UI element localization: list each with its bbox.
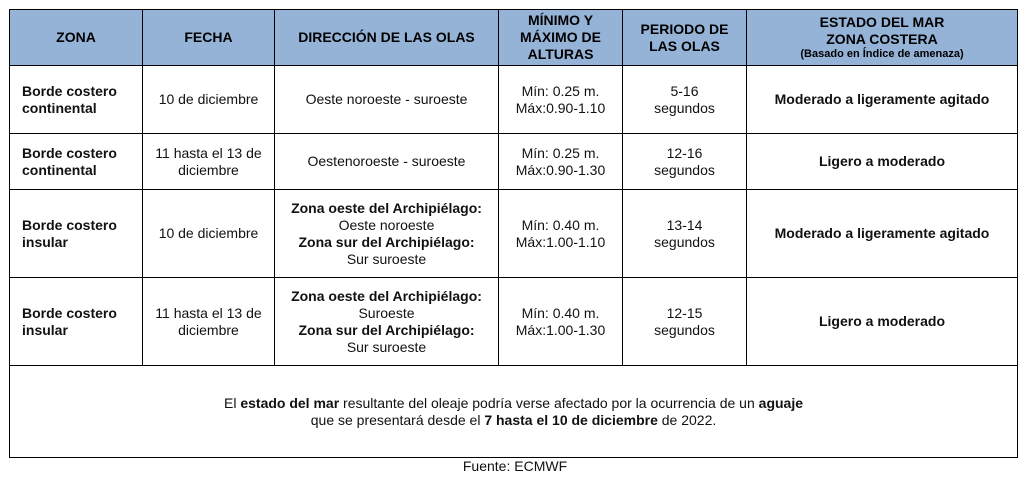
cell-fecha [143, 66, 275, 134]
note-segment: El [223, 394, 241, 411]
zona-line: Borde costero [22, 216, 117, 233]
header-estado-line: ZONA COSTERA [826, 31, 938, 47]
periodo-line: segundos [654, 99, 715, 116]
table-row [10, 66, 1018, 134]
direccion-line: Sur suroeste [346, 250, 427, 267]
note-cell [10, 366, 1018, 458]
cell-fecha [143, 278, 275, 366]
periodo-line: 12-15 [666, 304, 703, 321]
alturas-line: Mín: 0.25 m. [521, 144, 600, 161]
cell-alturas [499, 66, 623, 134]
direccion-line: Zona sur del Archipiélago: [298, 233, 475, 250]
cell-alturas [499, 134, 623, 190]
note-line [14, 412, 1013, 429]
cell-zona [10, 278, 143, 366]
note-segment: que se presentará desde el [310, 411, 485, 428]
direccion-line: Suroeste [358, 304, 415, 321]
zona-line: insular [22, 233, 68, 250]
header-estado [747, 10, 1018, 66]
zona-line: continental [22, 161, 97, 178]
cell-direccion [275, 66, 499, 134]
zona-line: Borde costero [22, 82, 117, 99]
direccion-line: Oestenoroeste - suroeste [307, 153, 466, 169]
header-estado-line: ESTADO DEL MAR [819, 14, 945, 30]
note-segment: aguaje [758, 394, 804, 411]
periodo-line: segundos [654, 161, 715, 178]
periodo-line: 13-14 [666, 216, 703, 233]
periodo-line: 5-16 [670, 82, 699, 99]
cell-zona [10, 190, 143, 278]
header-periodo-line: PERIODO DE [640, 20, 729, 37]
header-alturas-line: MÍNIMO Y [527, 12, 594, 28]
fecha-line: diciembre [178, 321, 239, 338]
direccion-line: Oeste noroeste [338, 216, 435, 233]
source-caption: Fuente: ECMWF [462, 458, 568, 474]
table-header-row [10, 10, 1018, 66]
table-row [10, 278, 1018, 366]
alturas-line: Máx:1.00-1.10 [515, 233, 606, 250]
header-zona: ZONA [10, 10, 143, 66]
cell-direccion [275, 278, 499, 366]
cell-periodo [623, 278, 747, 366]
alturas-line: Máx:0.90-1.30 [515, 161, 606, 178]
cell-estado: Ligero a moderado [747, 278, 1018, 366]
fecha-line: diciembre [178, 161, 239, 178]
alturas-line: Máx:0.90-1.10 [515, 99, 606, 116]
note-segment: 7 hasta el 10 de diciembre [484, 411, 658, 428]
cell-estado: Ligero a moderado [747, 134, 1018, 190]
note-row [10, 366, 1018, 458]
alturas-line: Mín: 0.25 m. [521, 82, 600, 99]
zona-line: continental [22, 99, 97, 116]
header-direccion: DIRECCIÓN DE LAS OLAS [275, 10, 499, 66]
header-estado-subtitle: (Basado en Índice de amenaza) [800, 48, 964, 60]
header-alturas [499, 10, 623, 66]
zona-line: Borde costero [22, 304, 117, 321]
alturas-line: Mín: 0.40 m. [521, 304, 600, 321]
note-line [14, 395, 1013, 412]
header-periodo [623, 10, 747, 66]
table-row [10, 190, 1018, 278]
note-segment: estado del mar [240, 394, 340, 411]
note-segment: de 2022. [657, 411, 717, 428]
direccion-line: Sur suroeste [346, 338, 427, 355]
table-row [10, 134, 1018, 190]
cell-periodo [623, 66, 747, 134]
fecha-line: 10 de diciembre [158, 225, 259, 241]
cell-fecha [143, 134, 275, 190]
cell-periodo [623, 134, 747, 190]
header-periodo-line: LAS OLAS [649, 37, 720, 54]
fecha-line: 11 hasta el 13 de [155, 304, 262, 321]
cell-alturas [499, 278, 623, 366]
periodo-line: 12-16 [666, 144, 703, 161]
cell-estado: Moderado a ligeramente agitado [747, 66, 1018, 134]
cell-estado: Moderado a ligeramente agitado [747, 190, 1018, 278]
cell-zona [10, 134, 143, 190]
cell-direccion [275, 134, 499, 190]
zona-line: insular [22, 321, 68, 338]
periodo-line: segundos [654, 321, 715, 338]
header-fecha: FECHA [143, 10, 275, 66]
fecha-line: 10 de diciembre [158, 91, 259, 107]
direccion-line: Oeste noroeste - suroeste [305, 91, 468, 107]
cell-alturas [499, 190, 623, 278]
forecast-table [9, 9, 1018, 458]
header-alturas-line: ALTURAS [527, 46, 594, 62]
periodo-line: segundos [654, 233, 715, 250]
alturas-line: Máx:1.00-1.30 [515, 321, 606, 338]
cell-fecha [143, 190, 275, 278]
direccion-line: Zona sur del Archipiélago: [298, 321, 475, 338]
fecha-line: 11 hasta el 13 de [155, 144, 262, 161]
direccion-line: Zona oeste del Archipiélago: [291, 287, 482, 304]
zona-line: Borde costero [22, 144, 117, 161]
note-segment: resultante del oleaje podría verse afectado por la ocurrencia de un [339, 394, 759, 411]
cell-periodo [623, 190, 747, 278]
cell-zona [10, 66, 143, 134]
header-alturas-line: MÁXIMO DE [520, 29, 601, 45]
alturas-line: Mín: 0.40 m. [521, 216, 600, 233]
direccion-line: Zona oeste del Archipiélago: [291, 199, 482, 216]
cell-direccion [275, 190, 499, 278]
